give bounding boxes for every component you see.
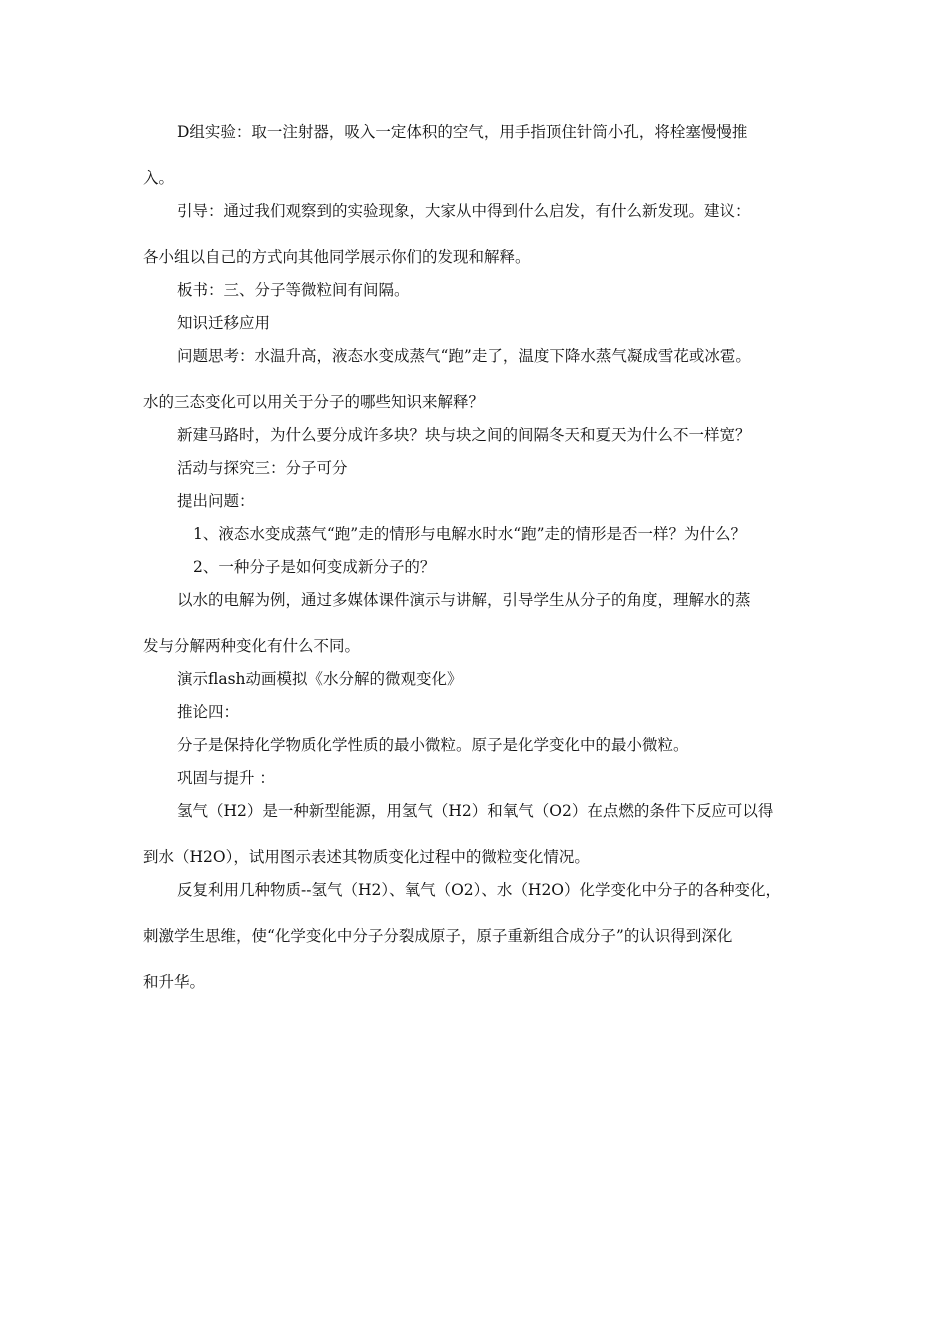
paragraph-group-d-experiment-cont: 入。 bbox=[143, 169, 175, 187]
heading-activity-three: 活动与探究三：分子可分 bbox=[177, 459, 348, 477]
heading-consolidation: 巩固与提升 ： bbox=[177, 769, 275, 787]
paragraph-guidance-cont: 各小组以自己的方式向其他同学展示你们的发现和解释。 bbox=[143, 248, 531, 266]
paragraph-electrolysis-example: 以水的电解为例，通过多媒体课件演示与讲解，引导学生从分子的角度，理解水的蒸 bbox=[177, 591, 751, 609]
paragraph-question-thinking: 问题思考：水温升高，液态水变成蒸气“跑”走了，温度下降水蒸气凝成雪花或冰雹。 bbox=[177, 347, 751, 365]
document-body bbox=[143, 122, 823, 992]
paragraph-group-d-experiment: D组实验：取一注射器，吸入一定体积的空气，用手指顶住针筒小孔，将栓塞慢慢推 bbox=[177, 123, 748, 141]
paragraph-hydrogen-exercise-cont: 到水（H2O），试用图示表述其物质变化过程中的微粒变化情况。 bbox=[143, 848, 590, 866]
paragraph-blackboard-note: 板书：三、分子等微粒间有间隔。 bbox=[177, 281, 410, 299]
list-item-question-2: 2、一种分子是如何变成新分子的？ bbox=[193, 558, 436, 576]
paragraph-question-thinking-cont: 水的三态变化可以用关于分子的哪些知识来解释？ bbox=[143, 393, 485, 411]
paragraph-road-question: 新建马路时，为什么要分成许多块？块与块之间的间隔冬天和夏天为什么不一样宽？ bbox=[177, 426, 751, 444]
paragraph-molecule-definition: 分子是保持化学物质化学性质的最小微粒。原子是化学变化中的最小微粒。 bbox=[177, 736, 689, 754]
heading-raise-questions: 提出问题： bbox=[177, 492, 255, 510]
list-item-question-1: 1、液态水变成蒸气“跑”走的情形与电解水时水“跑”走的情形是否一样？为什么？ bbox=[193, 525, 747, 543]
paragraph-guidance: 引导：通过我们观察到的实验现象，大家从中得到什么启发，有什么新发现。建议： bbox=[177, 202, 751, 220]
paragraph-electrolysis-example-cont: 发与分解两种变化有什么不同。 bbox=[143, 637, 361, 655]
heading-knowledge-transfer: 知识迁移应用 bbox=[177, 314, 271, 332]
paragraph-hydrogen-exercise: 氢气（H2）是一种新型能源，用氢气（H2）和氧气（O2）在点燃的条件下反应可以得 bbox=[177, 802, 774, 820]
paragraph-flash-demo: 演示flash动画模拟《水分解的微观变化》 bbox=[177, 670, 463, 688]
heading-inference-four: 推论四： bbox=[177, 703, 240, 721]
paragraph-repeated-use-end: 和升华。 bbox=[143, 973, 206, 991]
paragraph-repeated-use: 反复利用几种物质--氢气（H2）、氧气（O2）、水（H2O）化学变化中分子的各种变化， bbox=[177, 881, 782, 899]
paragraph-repeated-use-cont: 刺激学生思维，使“化学变化中分子分裂成原子，原子重新组合成分子”的认识得到深化 bbox=[143, 927, 733, 945]
